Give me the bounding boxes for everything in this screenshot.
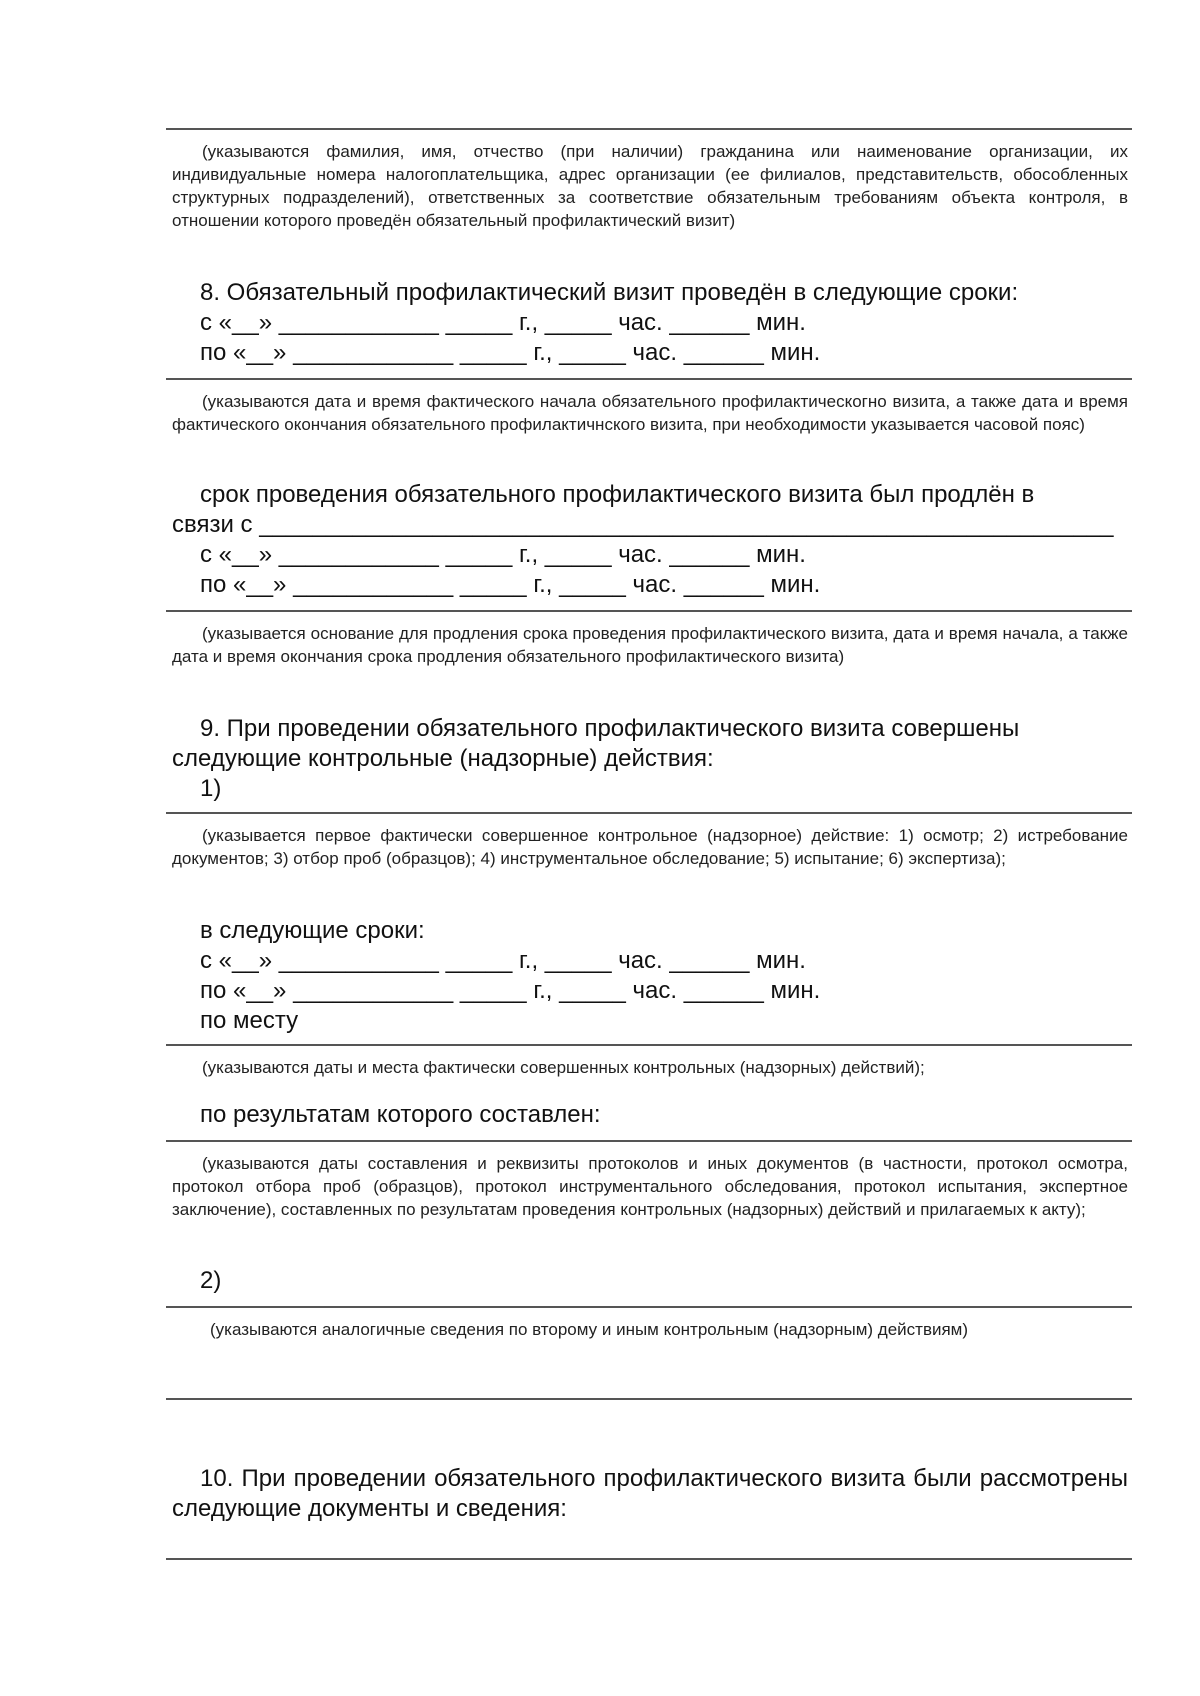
note-subject-info [172, 140, 1128, 260]
extension-line-b: связи с ________________________________________________________________ [172, 511, 1114, 538]
extension-from: с «__» ____________ _____ г., _____ час. ______ мин. [200, 541, 806, 568]
note-places [172, 1056, 1128, 1080]
section9-terms: в следующие сроки: [200, 917, 425, 944]
section9-item2: 2) [200, 1267, 222, 1294]
section9-to: по «__» ____________ _____ г., _____ час. ______ мин. [200, 977, 821, 1004]
section8-heading: 8. Обязательный профилактический визит проведён в следующие сроки: [200, 279, 1019, 306]
line-blank [166, 1140, 1132, 1142]
note-dates [172, 390, 1128, 460]
section10-text: 10. При проведении обязательного профилактического визита были рассмотрены следующие документы и сведения: [172, 1465, 1128, 1522]
note-similar [210, 1318, 1128, 1342]
note-text: (указываются аналогичные сведения по второму и иным контрольным (надзорным) действиям) [210, 1320, 969, 1339]
note-text: (указывается основание для продления срока проведения профилактического визита, дата и время начала, а также дата и время окончания срока продления обязательного профилактического визита) [172, 624, 1128, 666]
line-blank [166, 812, 1132, 814]
line-blank [166, 1398, 1132, 1400]
line-blank [166, 1044, 1132, 1046]
section9-place: по месту [200, 1007, 299, 1034]
section9-item1: 1) [200, 775, 222, 802]
note-text: (указываются даты составления и реквизиты протоколов и иных документов (в частности, протокол осмотра, протокол отбора проб (образцов), протокол инструментального обследования, протокол испытания, экспертное заключение), составленных по результатам проведения контрольных (надзорных) действий и прилагаемых к акту); [172, 1154, 1128, 1219]
note-text: (указываются дата и время фактического начала обязательного профилактическогно визита, а также дата и время фактического окончания обязательного профилактичнского визита, при необходимости указывается часовой пояс) [172, 392, 1128, 434]
note-text: (указывается первое фактически совершенное контрольное (надзорное) действие: 1) осмотр; 2) истребование документов; 3) отбор проб (образцов); 4) инструментальное обследование; 5) испытание; 6) экспертиза); [172, 826, 1128, 868]
section9-result: по результатам которого составлен: [200, 1101, 601, 1128]
line-blank [166, 378, 1132, 380]
extension-to: по «__» ____________ _____ г., _____ час. ______ мин. [200, 571, 821, 598]
section9-heading-b: следующие контрольные (надзорные) действия: [172, 745, 714, 772]
note-first-action [172, 824, 1128, 894]
section9-from: с «__» ____________ _____ г., _____ час. ______ мин. [200, 947, 806, 974]
section10-heading [172, 1464, 1128, 1526]
extension-line-a: срок проведения обязательного профилактического визита был продлён в [200, 481, 1035, 508]
line-blank [166, 610, 1132, 612]
line-blank [166, 128, 1132, 130]
line-blank [166, 1558, 1132, 1560]
section8-from: с «__» ____________ _____ г., _____ час. ______ мин. [200, 309, 806, 336]
note-text: (указываются даты и места фактически совершенных контрольных (надзорных) действий); [202, 1058, 925, 1077]
line-blank [166, 1306, 1132, 1308]
note-text: (указываются фамилия, имя, отчество (при наличии) гражданина или наименование организации, их индивидуальные номера налогоплательщика, адрес организации (ее филиалов, представительств, обособленных структурных подразделений), ответственных за соответствие обязательным требованиям объекта контроля, в отношении которого проведён обязательный профилактический визит) [172, 142, 1128, 230]
section9-heading-a: 9. При проведении обязательного профилактического визита совершены [200, 715, 1020, 742]
note-protocols [172, 1152, 1128, 1246]
note-extension [172, 622, 1128, 692]
section8-to: по «__» ____________ _____ г., _____ час. ______ мин. [200, 339, 821, 366]
